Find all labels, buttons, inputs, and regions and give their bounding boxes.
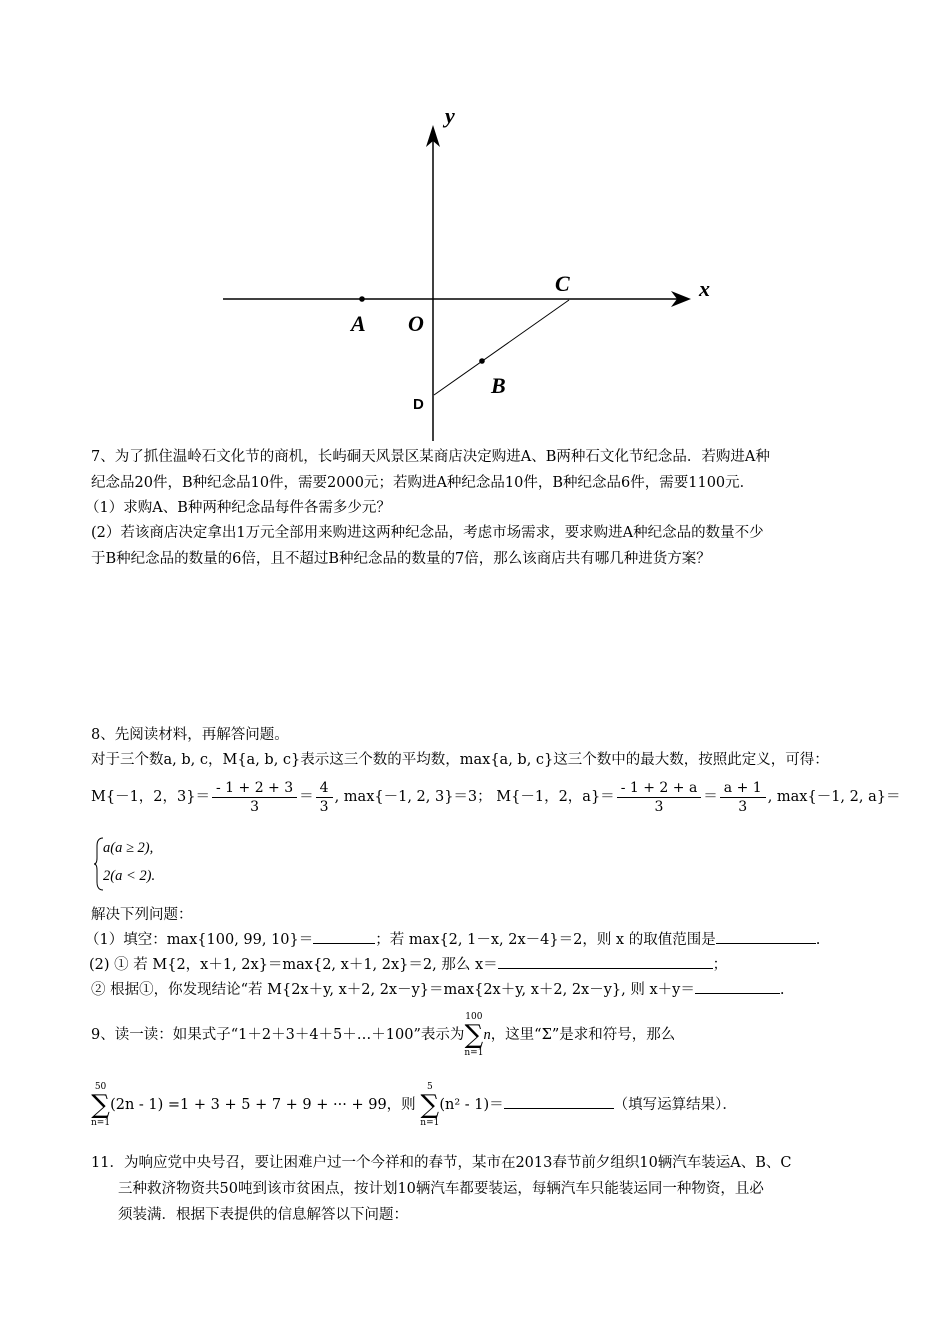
- label-c: C: [555, 271, 570, 296]
- q7-part1: （1）求购A、B种两种纪念品每件各需多少元？: [85, 500, 391, 516]
- label-b: B: [491, 373, 506, 398]
- answer-blank-3[interactable]: [498, 953, 713, 969]
- label-a: A: [351, 311, 366, 336]
- q8-part1-end: .: [815, 932, 821, 948]
- sigma-2-bottom: n=1: [91, 1118, 111, 1128]
- q7-line1: 7、为了抓住温岭石文化节的商机，长屿硐天风景区某商店决定购进A、B两种石文化节纪念品．若购进A种: [91, 449, 770, 465]
- fraction-3: [617, 779, 702, 816]
- q8-examples: [91, 775, 900, 819]
- q9-then: ，则: [386, 1097, 416, 1113]
- sigma-1-top: 100: [465, 1012, 483, 1022]
- fraction-3-num: - 1 + 2 + a: [617, 779, 702, 798]
- point-a: [359, 296, 365, 302]
- sigma-2-top: 50: [94, 1082, 107, 1092]
- max-1: , max{－1, 2, 3}＝3；: [334, 789, 492, 805]
- label-d: D: [413, 396, 424, 413]
- fraction-2-num: 4: [316, 779, 333, 798]
- answer-blank-2[interactable]: [716, 928, 816, 944]
- sigma-3-bottom: n=1: [420, 1118, 440, 1128]
- piecewise-case1: a(a ≥ 2),: [103, 840, 154, 856]
- q11-line2: 三种救济物资共50吨到该市贫困点，按计划10辆汽车都要装运，每辆汽车只能装运同一种物资，且必: [118, 1181, 764, 1197]
- q9-hint: （填写运算结果）．: [613, 1097, 737, 1113]
- fraction-2-den: 3: [319, 798, 329, 815]
- q9-line2: [91, 1082, 737, 1130]
- fraction-4-num: a + 1: [720, 779, 766, 798]
- label-y: y: [445, 103, 455, 128]
- sigma-1-bottom: n=1: [464, 1048, 484, 1058]
- sigma-2-expr: (2n - 1) =1 + 3 + 5 + 7 + 9 + ··· + 99: [110, 1097, 387, 1113]
- m1-prefix: M{－1，2，3}＝: [91, 789, 210, 805]
- sigma-1: [464, 1012, 483, 1058]
- answer-blank-5[interactable]: [504, 1093, 614, 1109]
- m2-prefix: M{－1，2，a}＝: [496, 789, 615, 805]
- sigma-1-expr: n: [483, 1027, 491, 1043]
- q8-part1-b: ；若 max{2, 1－x, 2x－4}＝2，则 x 的取值范围是: [375, 932, 716, 948]
- piecewise-case2: 2(a < 2).: [103, 868, 156, 884]
- coordinate-figure: [215, 95, 715, 445]
- q8-part3-end: .: [779, 982, 785, 998]
- fraction-4: [720, 779, 766, 816]
- q7-part2-line2: 于B种纪念品的数量的6倍，且不超过B种纪念品的数量的7倍，那么该商店共有哪几种进货方案？: [91, 551, 711, 567]
- label-o: O: [408, 311, 424, 336]
- fraction-4-den: 3: [738, 798, 748, 815]
- q8-part2-end: ；: [712, 957, 728, 973]
- sigma-2: [91, 1082, 110, 1128]
- fraction-2: [316, 779, 333, 816]
- label-x: x: [699, 276, 710, 301]
- q8-part1-a: （1）填空：max{100, 99, 10}＝: [85, 932, 314, 948]
- q8-title: 8、先阅读材料，再解答问题。: [91, 727, 289, 743]
- fraction-1: [212, 779, 297, 816]
- q9-line1-b: ，这里“Σ”是求和符号，那么: [490, 1027, 676, 1043]
- q8-part2: [89, 953, 727, 975]
- sigma-3-top: 5: [426, 1082, 433, 1092]
- sigma-3: [420, 1082, 439, 1128]
- sigma-symbol: ∑: [420, 1090, 440, 1120]
- fraction-3-den: 3: [654, 798, 664, 815]
- q8-part3: [91, 978, 784, 1000]
- sigma-symbol: ∑: [464, 1020, 484, 1050]
- q11-line3: 须装满．根据下表提供的信息解答以下问题：: [118, 1207, 408, 1223]
- answer-blank-4[interactable]: [695, 978, 780, 994]
- q8-solve-title: 解决下列问题：: [91, 907, 193, 923]
- q9-line1: [91, 1012, 675, 1060]
- q8-definition: 对于三个数a, b, c，M{a, b, c}表示这三个数的平均数，max{a, b, c}这三个数中的最大数，按照此定义，可得：: [91, 752, 829, 768]
- equals-2: ＝: [703, 789, 718, 805]
- equals-1: ＝: [299, 789, 314, 805]
- q8-part1: [85, 928, 820, 950]
- fraction-1-num: - 1 + 2 + 3: [212, 779, 297, 798]
- q11-line1: 11．为响应党中央号召，要让困难户过一个今祥和的春节，某市在2013春节前夕组织10辆汽车装运A、B、C: [91, 1155, 792, 1171]
- sigma-symbol: ∑: [91, 1090, 110, 1120]
- q8-part2-a: (2) ① 若 M{2，x＋1, 2x}＝max{2, x＋1, 2x}＝2, 那么 x＝: [89, 957, 498, 973]
- q8-part3-a: ② 根据①，你发现结论“若 M{2x＋y, x＋2, 2x－y}＝max{2x＋y, x＋2, 2x－y}, 则 x＋y＝: [91, 982, 695, 998]
- fraction-1-den: 3: [250, 798, 260, 815]
- max-2: , max{－1, 2, a}＝: [767, 789, 901, 805]
- q7-part2-line1: (2）若该商店决定拿出1万元全部用来购进这两种纪念品，考虑市场需求，要求购进A种纪念品的数量不少: [91, 525, 764, 541]
- answer-blank-1[interactable]: [313, 928, 375, 944]
- q9-line1-a: 9、读一读：如果式子“1＋2＋3＋4＋5＋…＋100”表示为: [91, 1027, 465, 1043]
- sigma-3-expr: (n² - 1): [439, 1097, 490, 1113]
- point-b: [479, 358, 485, 364]
- q7-line2: 纪念品20件，B种纪念品10件，需要2000元；若购进A种纪念品10件，B种纪念品6件，需要1100元．: [91, 475, 755, 491]
- q9-equals: ＝: [489, 1097, 504, 1113]
